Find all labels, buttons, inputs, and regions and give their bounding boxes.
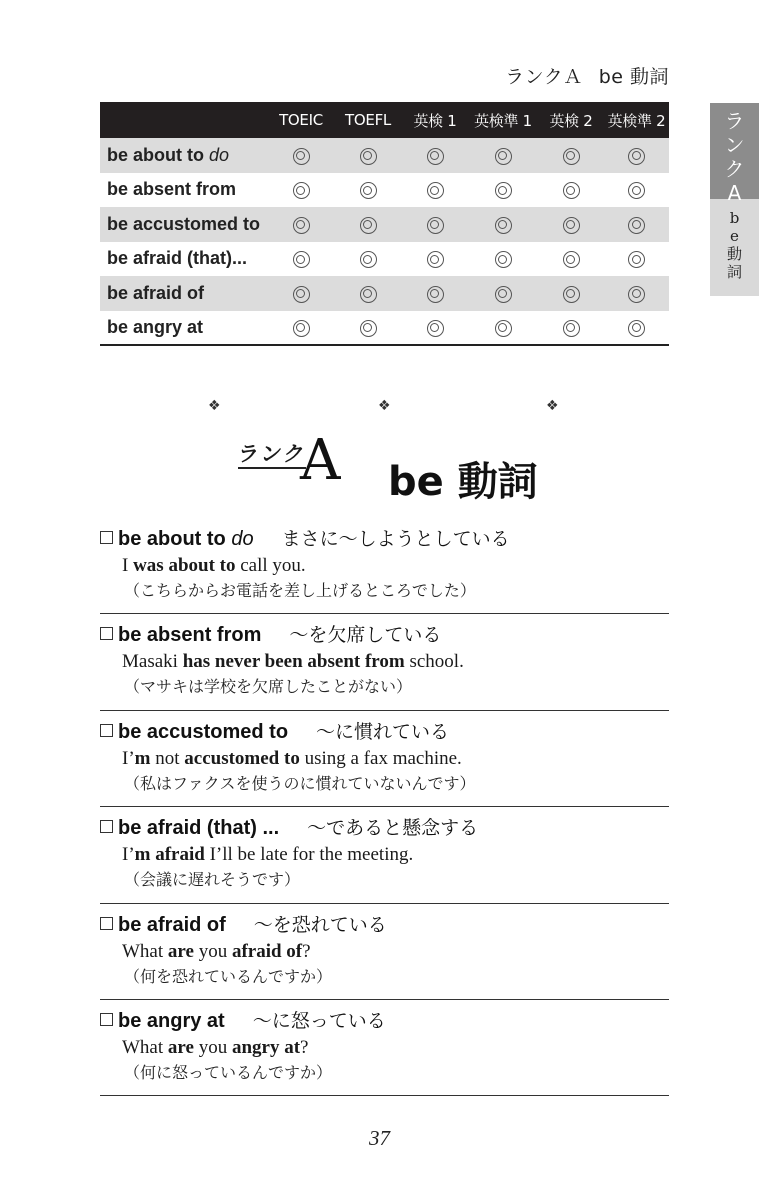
- example-text: I: [122, 555, 134, 576]
- table-mark-cell: [268, 173, 334, 208]
- table-header: 英検 1: [402, 102, 468, 138]
- table-mark-cell: [334, 311, 402, 346]
- example-text: What: [122, 940, 168, 962]
- section-title-category: be 動詞: [388, 459, 538, 505]
- table-phrase-cell: [100, 276, 268, 311]
- table-phrase: be about to: [107, 144, 209, 165]
- example-highlight: are: [167, 1036, 194, 1058]
- table-row: [100, 276, 669, 311]
- table-mark-cell: [468, 276, 538, 311]
- entry-phrase-text: be angry at: [118, 1009, 225, 1032]
- double-circle-icon: [628, 148, 645, 165]
- table-header-row: [100, 102, 669, 138]
- running-head-rank: ランクＡ: [505, 66, 583, 88]
- table-mark-cell: [468, 173, 538, 208]
- table-mark-cell: [334, 173, 402, 208]
- table-mark-cell: [268, 311, 334, 346]
- double-circle-icon: [495, 217, 512, 234]
- entry-phrase-text: be afraid of: [118, 913, 226, 936]
- table-mark-cell: [268, 138, 334, 173]
- table-mark-cell: [538, 242, 604, 277]
- checkbox-icon[interactable]: [100, 724, 113, 737]
- double-circle-icon: [360, 320, 377, 337]
- entry-example: [100, 746, 669, 771]
- table-mark-cell: [604, 242, 669, 277]
- checkbox-icon[interactable]: [100, 627, 113, 640]
- double-circle-icon: [628, 286, 645, 303]
- example-text: I’: [122, 844, 135, 866]
- entry-heading: [100, 815, 669, 840]
- side-tab-char: A: [727, 181, 742, 205]
- table-phrase-cell: [100, 242, 268, 277]
- table-row: [100, 311, 669, 346]
- double-circle-icon: [563, 251, 580, 268]
- example-text: I’ll be late for the meeting.: [204, 844, 414, 866]
- table-row: [100, 242, 669, 277]
- example-highlight: m: [134, 747, 151, 769]
- entry-meaning: 〜であると懸念する: [307, 817, 479, 840]
- table-phrase: be accustomed to: [107, 213, 261, 234]
- entry-translation: （私はファクスを使うのに慣れていないんです）: [124, 773, 476, 793]
- double-circle-icon: [495, 182, 512, 199]
- entry-example: [100, 842, 669, 867]
- table-mark-cell: [402, 138, 468, 173]
- double-circle-icon: [628, 182, 645, 199]
- double-circle-icon: [563, 148, 580, 165]
- side-tab-char: ン: [724, 133, 745, 157]
- table-mark-cell: [268, 242, 334, 277]
- table-mark-cell: [402, 207, 468, 242]
- table-mark-cell: [402, 276, 468, 311]
- side-tab-rank: [710, 103, 759, 205]
- entry-translation: （会議に遅れそうです）: [124, 870, 301, 890]
- example-text: using a fax machine.: [299, 747, 462, 769]
- example-highlight: accustomed to: [184, 747, 300, 769]
- double-circle-icon: [293, 217, 310, 234]
- running-head-category: be 動詞: [598, 66, 669, 88]
- double-circle-icon: [427, 148, 444, 165]
- table-mark-cell: [268, 207, 334, 242]
- table-phrase-italic: do: [209, 144, 230, 165]
- entry-item: [100, 904, 669, 1000]
- double-circle-icon: [495, 320, 512, 337]
- table-mark-cell: [604, 207, 669, 242]
- entry-meaning: 〜を恐れている: [253, 913, 387, 936]
- double-circle-icon: [495, 286, 512, 303]
- double-circle-icon: [360, 286, 377, 303]
- double-circle-icon: [563, 286, 580, 303]
- example-text: ?: [302, 940, 311, 962]
- example-text: you: [193, 940, 232, 962]
- diamond-ornament-icon: ❖: [208, 398, 221, 414]
- entry-phrase-text: be absent from: [118, 624, 262, 647]
- double-circle-icon: [563, 182, 580, 199]
- double-circle-icon: [360, 217, 377, 234]
- table-mark-cell: [604, 138, 669, 173]
- double-circle-icon: [427, 251, 444, 268]
- table-row: [100, 138, 669, 173]
- entry-example: [100, 649, 669, 674]
- running-head: [505, 62, 669, 89]
- double-circle-icon: [427, 182, 444, 199]
- table-header: TOEIC: [268, 102, 334, 138]
- section-title-rank-word: ランク: [236, 442, 309, 466]
- entry-meaning: 〜に怒っている: [252, 1009, 386, 1032]
- double-circle-icon: [628, 217, 645, 234]
- example-highlight: afraid of: [231, 940, 303, 962]
- table-mark-cell: [268, 276, 334, 311]
- entry-translation: （何に怒っているんですか）: [124, 1062, 333, 1082]
- table-mark-cell: [334, 276, 402, 311]
- side-tab-char: ラ: [724, 109, 745, 133]
- entry-list: [100, 518, 669, 1096]
- double-circle-icon: [360, 251, 377, 268]
- double-circle-icon: [427, 320, 444, 337]
- entry-meaning: 〜を欠席している: [289, 624, 442, 647]
- table-mark-cell: [334, 138, 402, 173]
- table-mark-cell: [538, 207, 604, 242]
- side-tab-char: 動: [726, 245, 742, 263]
- entry-example: [100, 939, 669, 964]
- double-circle-icon: [360, 182, 377, 199]
- double-circle-icon: [293, 148, 310, 165]
- section-title-rank-letter: A: [300, 428, 341, 493]
- side-tab-char: ク: [724, 157, 745, 181]
- table-mark-cell: [538, 173, 604, 208]
- example-text: not: [150, 747, 185, 769]
- double-circle-icon: [427, 217, 444, 234]
- checkbox-icon[interactable]: [100, 820, 113, 833]
- table-header: 英検 2: [538, 102, 604, 138]
- example-text: I’: [122, 747, 135, 769]
- table-header: 英検準 2: [604, 102, 669, 138]
- example-text: call you.: [235, 555, 306, 576]
- diamond-ornament-icon: ❖: [546, 398, 559, 414]
- table-mark-cell: [334, 207, 402, 242]
- entry-heading: [100, 719, 669, 744]
- entry-phrase: [118, 1010, 225, 1032]
- table-mark-cell: [468, 311, 538, 346]
- section-title-underline: [238, 467, 306, 469]
- entry-meaning: まさに〜しようとしている: [281, 528, 510, 550]
- entry-translation: （こちらからお電話を差し上げるところでした）: [124, 581, 476, 600]
- entry-item: [100, 1000, 669, 1096]
- entry-phrase-italic: do: [231, 528, 254, 550]
- checkbox-icon[interactable]: [100, 1013, 113, 1026]
- entry-phrase: [118, 721, 288, 743]
- table-mark-cell: [604, 311, 669, 346]
- table-mark-cell: [402, 173, 468, 208]
- entry-example: [100, 1035, 669, 1060]
- example-text: What: [122, 1036, 168, 1058]
- table-header: 英検準 1: [468, 102, 538, 138]
- double-circle-icon: [360, 148, 377, 165]
- table-mark-cell: [538, 276, 604, 311]
- double-circle-icon: [495, 148, 512, 165]
- table-phrase: be angry at: [107, 316, 204, 337]
- entry-item: [100, 711, 669, 807]
- side-tab-char: b: [729, 209, 740, 227]
- example-text: Masaki: [122, 651, 183, 673]
- table-mark-cell: [538, 138, 604, 173]
- table-mark-cell: [402, 242, 468, 277]
- table-mark-cell: [468, 207, 538, 242]
- double-circle-icon: [628, 251, 645, 268]
- entry-example: [100, 553, 669, 578]
- table-header: [100, 102, 268, 138]
- entry-phrase: [118, 817, 279, 839]
- double-circle-icon: [293, 320, 310, 337]
- double-circle-icon: [563, 320, 580, 337]
- side-tab-category: [710, 199, 759, 296]
- entry-phrase: [118, 624, 261, 646]
- diamond-ornament-icon: ❖: [378, 398, 391, 414]
- entry-phrase-text: be afraid (that) ...: [118, 817, 280, 840]
- entry-phrase: [118, 914, 226, 936]
- page-number: 37: [369, 1126, 390, 1150]
- double-circle-icon: [563, 217, 580, 234]
- table-phrase-cell: [100, 207, 268, 242]
- table-phrase-cell: [100, 138, 268, 173]
- example-highlight: has never been absent from: [182, 651, 405, 673]
- entry-translation: （マサキは学校を欠席したことがない）: [124, 677, 413, 697]
- entry-translation: （何を恐れているんですか）: [124, 966, 333, 986]
- entry-phrase-text: be about to: [118, 528, 232, 550]
- example-text: you: [193, 1036, 232, 1058]
- table-phrase: be afraid of: [107, 282, 205, 303]
- double-circle-icon: [293, 182, 310, 199]
- section-title: [236, 428, 558, 506]
- entry-item: [100, 518, 669, 614]
- table-mark-cell: [402, 311, 468, 346]
- table-header: TOEFL: [334, 102, 402, 138]
- entry-item: [100, 807, 669, 903]
- example-highlight: are: [167, 940, 194, 962]
- double-circle-icon: [628, 320, 645, 337]
- entry-heading: [100, 526, 669, 551]
- example-text: school.: [404, 651, 464, 673]
- table-mark-cell: [468, 242, 538, 277]
- table-mark-cell: [468, 138, 538, 173]
- side-index-tab[interactable]: [710, 103, 759, 296]
- table-mark-cell: [334, 242, 402, 277]
- table-phrase-cell: [100, 311, 268, 346]
- entry-heading: [100, 912, 669, 937]
- double-circle-icon: [293, 251, 310, 268]
- ornament-row: [208, 398, 568, 414]
- side-tab-char: 詞: [726, 263, 742, 281]
- entry-heading: [100, 1008, 669, 1033]
- table-mark-cell: [538, 311, 604, 346]
- double-circle-icon: [495, 251, 512, 268]
- table-phrase: be afraid (that)...: [107, 248, 248, 269]
- table-phrase: be absent from: [107, 179, 237, 200]
- example-highlight: m afraid: [134, 844, 205, 866]
- example-highlight: was about to: [133, 555, 236, 576]
- table-mark-cell: [604, 276, 669, 311]
- entry-item: [100, 614, 669, 710]
- side-tab-char: e: [730, 227, 739, 245]
- double-circle-icon: [427, 286, 444, 303]
- checkbox-icon[interactable]: [100, 917, 113, 930]
- entry-meaning: 〜に慣れている: [316, 720, 450, 743]
- table-row: [100, 207, 669, 242]
- table-mark-cell: [604, 173, 669, 208]
- table-row: [100, 173, 669, 208]
- entry-phrase-text: be accustomed to: [118, 720, 289, 743]
- entry-phrase: [118, 528, 254, 550]
- example-highlight: angry at: [231, 1036, 301, 1058]
- exam-frequency-table: [100, 102, 669, 346]
- entry-heading: [100, 622, 669, 647]
- example-text: ?: [300, 1036, 309, 1058]
- checkbox-icon[interactable]: [100, 531, 113, 544]
- table-phrase-cell: [100, 173, 268, 208]
- double-circle-icon: [293, 286, 310, 303]
